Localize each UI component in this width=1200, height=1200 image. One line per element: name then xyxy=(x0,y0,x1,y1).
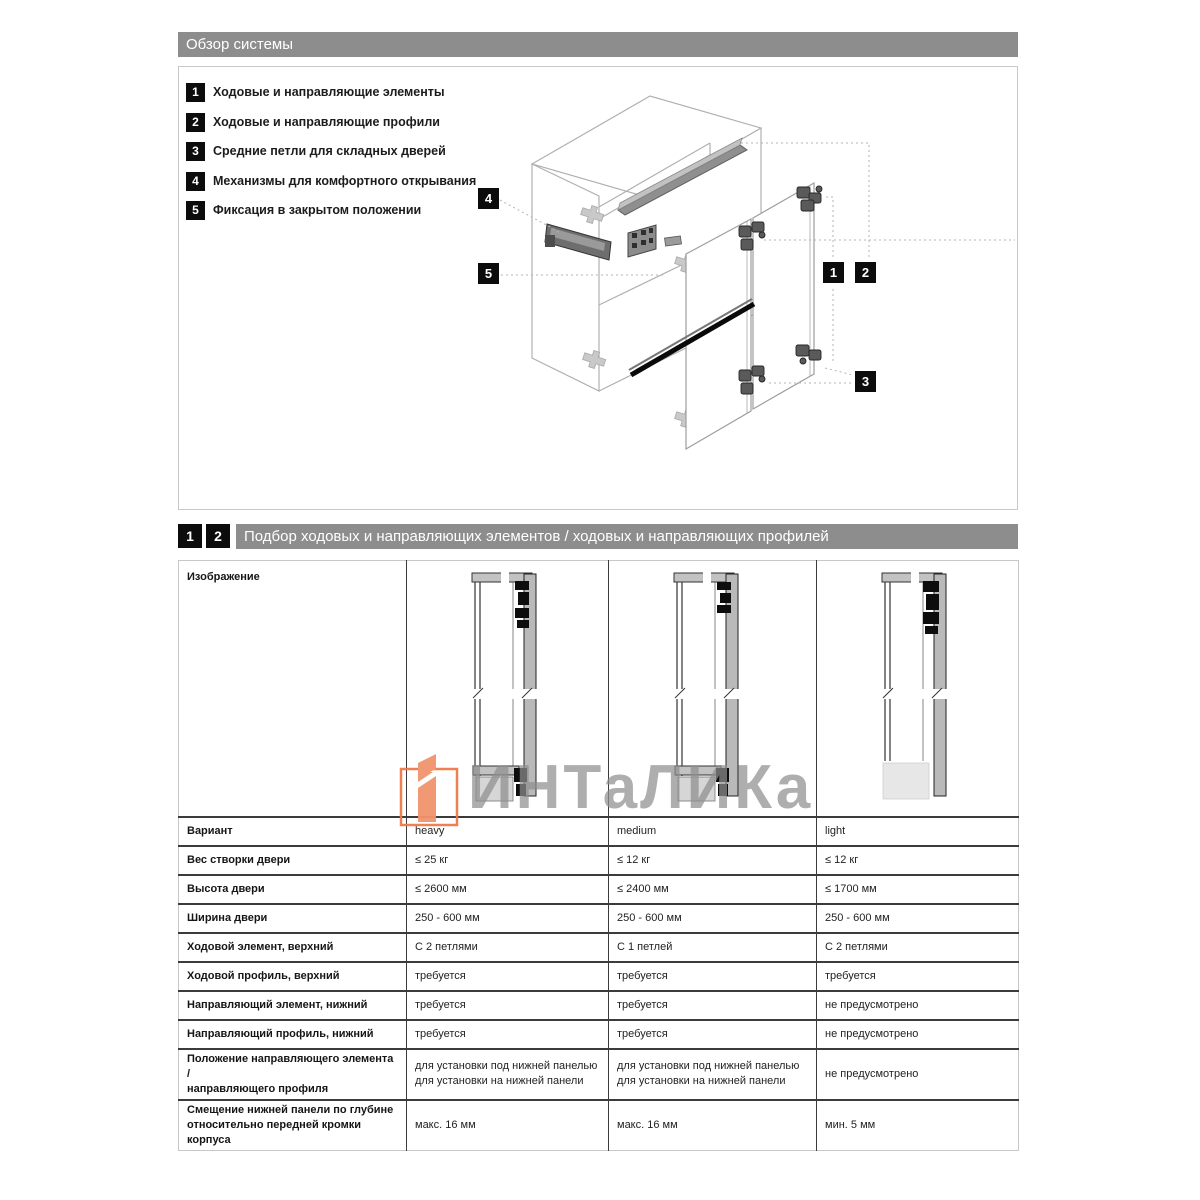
cell-heavy: ≤ 2600 мм xyxy=(407,875,609,904)
cell-heavy: heavy xyxy=(407,817,609,846)
row-label-line2: относительно передней кромки корпуса xyxy=(187,1118,361,1146)
cell-heavy: С 2 петлями xyxy=(407,933,609,962)
section2-header-bar: Подбор ходовых и направляющих элементов / ходовых и направляющих профилей xyxy=(236,524,1018,549)
cell-light: не предусмотрено xyxy=(817,991,1019,1020)
legend-num-1: 1 xyxy=(186,83,205,102)
cell-medium: С 1 петлей xyxy=(609,933,817,962)
cell-heavy: для установки под нижней панелью для установки на нижней панели xyxy=(407,1049,609,1100)
table-row-door-weight xyxy=(179,846,1019,875)
cell-light: С 2 петлями xyxy=(817,933,1019,962)
table-row-guide-profile xyxy=(179,1020,1019,1049)
folding-doors xyxy=(686,183,814,449)
cell-medium: medium xyxy=(609,817,817,846)
row-label-line1: Положение направляющего элемента / xyxy=(187,1052,394,1080)
row-label-line1: Смещение нижней панели по глубине xyxy=(187,1103,394,1116)
cell-medium: ≤ 2400 мм xyxy=(609,875,817,904)
cell-medium: требуется xyxy=(609,962,817,991)
legend-num-3: 3 xyxy=(186,142,205,161)
table-row-door-width xyxy=(179,904,1019,933)
cell-light: не предусмотрено xyxy=(817,1049,1019,1100)
row-label-image: Изображение xyxy=(179,561,407,817)
legend-label-3: Средние петли для складных дверей xyxy=(213,144,446,158)
cell-heavy: требуется xyxy=(407,991,609,1020)
cell-light: не предусмотрено xyxy=(817,1020,1019,1049)
selection-table xyxy=(178,560,1019,1151)
diagram-label-3: 3 xyxy=(855,371,876,392)
row-label xyxy=(179,1049,407,1100)
section2-badge-1: 1 xyxy=(178,524,202,548)
diagram-label-2: 2 xyxy=(855,262,876,283)
diagram-label-4: 4 xyxy=(478,188,499,209)
watermark-text: ИНТаЛИКа xyxy=(468,753,814,822)
cell-heavy: макс. 16 мм xyxy=(407,1100,609,1151)
legend-label-5: Фиксация в закрытом положении xyxy=(213,203,422,217)
legend-num-5: 5 xyxy=(186,201,205,220)
overview-box xyxy=(178,66,1018,510)
cell-light: ≤ 12 кг xyxy=(817,846,1019,875)
cell-light: требуется xyxy=(817,962,1019,991)
cell-light: 250 - 600 мм xyxy=(817,904,1019,933)
diagram-label-1: 1 xyxy=(823,262,844,283)
cell-medium: для установки под нижней панелью для установки на нижней панели xyxy=(609,1049,817,1100)
cell-heavy: ≤ 25 кг xyxy=(407,846,609,875)
cell-medium: требуется xyxy=(609,1020,817,1049)
cell-heavy: требуется xyxy=(407,1020,609,1049)
table-row-door-height xyxy=(179,875,1019,904)
section1-header-bar: Обзор системы xyxy=(178,32,1018,57)
row-label: Вес створки двери xyxy=(179,846,407,875)
row-label: Высота двери xyxy=(179,875,407,904)
section2-badge-2: 2 xyxy=(206,524,230,548)
row-label xyxy=(179,1100,407,1151)
row-label: Направляющий профиль, нижний xyxy=(179,1020,407,1049)
legend-label-1: Ходовые и направляющие элементы xyxy=(213,85,445,99)
cell-medium: ≤ 12 кг xyxy=(609,846,817,875)
cabinet-exploded-diagram xyxy=(179,67,1017,509)
table-row-guide-position xyxy=(179,1049,1019,1100)
legend-num-4: 4 xyxy=(186,172,205,191)
legend-label-4: Механизмы для комфортного открывания xyxy=(213,174,477,188)
cell-medium: требуется xyxy=(609,991,817,1020)
cell-heavy: требуется xyxy=(407,962,609,991)
row-label: Ходовой элемент, верхний xyxy=(179,933,407,962)
table-row-running-profile xyxy=(179,962,1019,991)
table-row-guide-element xyxy=(179,991,1019,1020)
row-label: Направляющий элемент, нижний xyxy=(179,991,407,1020)
cell-light: мин. 5 мм xyxy=(825,1119,876,1131)
table-row-running-element xyxy=(179,933,1019,962)
cell-medium: 250 - 600 мм xyxy=(609,904,817,933)
intalika-logo xyxy=(398,748,478,832)
cell-medium: макс. 16 мм xyxy=(609,1100,817,1151)
cell-light: light xyxy=(817,817,1019,846)
cell-heavy: 250 - 600 мм xyxy=(407,904,609,933)
table-row-bottom-panel-offset xyxy=(179,1100,1019,1151)
legend-label-2: Ходовые и направляющие профили xyxy=(213,115,440,129)
diagram-label-5: 5 xyxy=(478,263,499,284)
row-label: Ширина двери xyxy=(179,904,407,933)
cell-light: ≤ 1700 мм xyxy=(817,875,1019,904)
row-label: Ходовой профиль, верхний xyxy=(179,962,407,991)
legend-num-2: 2 xyxy=(186,113,205,132)
row-label-line2: направляющего профиля xyxy=(187,1082,329,1095)
row-label: Вариант xyxy=(179,817,407,846)
